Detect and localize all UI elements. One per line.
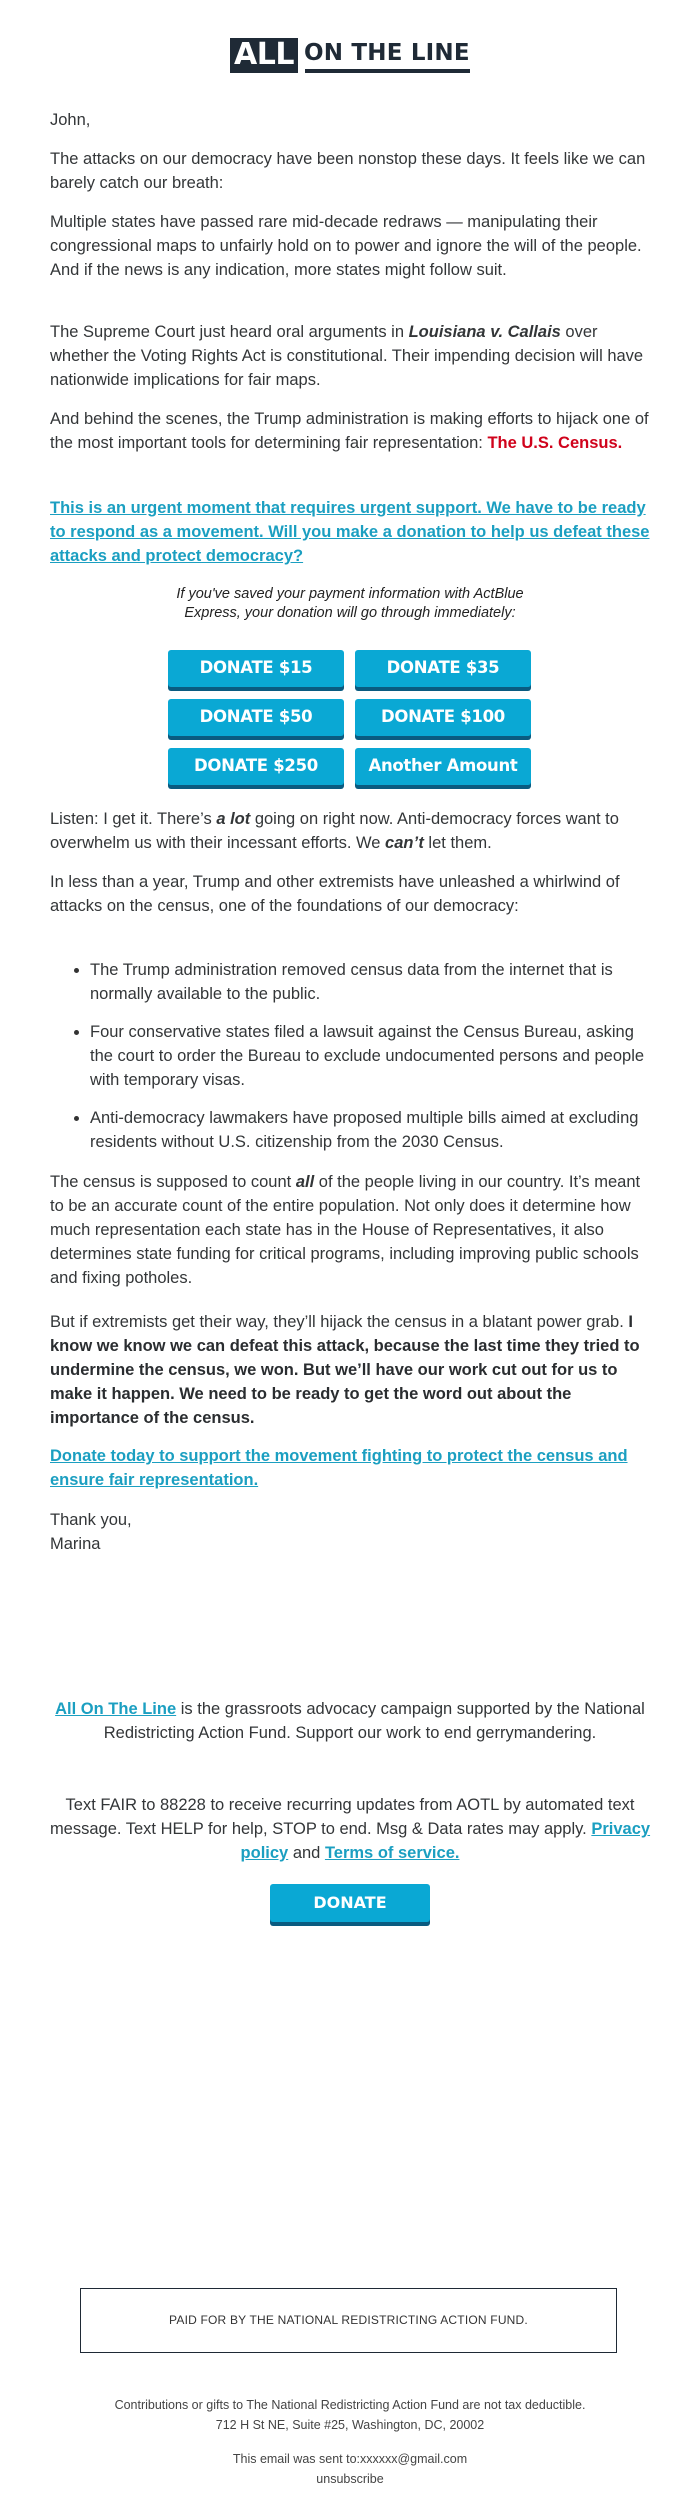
paragraph-attacks: The attacks on our democracy have been nonstop these days. It feels like we can barely catch our breath:	[50, 150, 646, 192]
privacy-policy-link[interactable]: Privacy policy	[240, 1820, 651, 1862]
donate-50-button[interactable]: DONATE $50	[168, 699, 344, 736]
bold-statement: I know we know we can defeat this attack, because the last time they tried to undermine the census, we won. But we’ll have our work cut out for us to make it happen. We need to be ready to get the word out about the importance of the census.	[50, 1313, 640, 1427]
donate-250-button[interactable]: DONATE $250	[168, 748, 344, 785]
signature: Marina	[50, 1535, 101, 1553]
paragraph-redraws: Multiple states have passed rare mid-decade redraws — manipulating their congressional maps to unfairly hold on to power and ignore the will of the people. And if the news is any indication, more states might follow suit.	[50, 213, 642, 279]
emphasis-cant: can’t	[385, 834, 424, 852]
text-segment: Text FAIR to 88228 to receive recurring updates from AOTL by automated text message. Text HELP for help, STOP to end. Msg & Data rates may apply.	[49, 1796, 635, 1838]
sent-to-notice: This email was sent to:xxxxxx@gmail.com	[232, 2452, 468, 2466]
text-segment: Listen: I get it. There’s	[50, 810, 217, 828]
list-item: Four conservative states filed a lawsuit against the Census Bureau, asking the court to order the Bureau to exclude undocumented persons and people with temporary visas.	[50, 1020, 660, 1092]
census-attacks-list	[50, 958, 660, 1168]
signoff: Thank you,	[50, 1511, 132, 1529]
org-description	[50, 1697, 650, 1745]
footer-donate-button[interactable]: DONATE	[270, 1884, 430, 1922]
all-on-the-line-link[interactable]: All On The Line	[55, 1700, 177, 1718]
donation-cta-link[interactable]: This is an urgent moment that requires urgent support. We have to be ready to respond as a movement. Will you make a donation to help us defeat these attacks and protect democracy?	[50, 499, 650, 565]
donate-100-button[interactable]: DONATE $100	[355, 699, 531, 736]
text-segment: The Supreme Court just heard oral arguments in	[50, 323, 409, 341]
mailing-address: 712 H St NE, Suite #25, Washington, DC, 20002	[215, 2418, 485, 2432]
all-on-the-line-logo[interactable]	[230, 38, 470, 76]
emphasis-a-lot: a lot	[216, 810, 251, 828]
text-segment: let them.	[423, 834, 492, 852]
terms-of-service-link[interactable]: Terms of service.	[324, 1844, 460, 1862]
unsubscribe-link[interactable]: unsubscribe	[316, 2472, 384, 2486]
tax-note: Contributions or gifts to The National Redistricting Action Fund are not tax deductible.	[114, 2398, 586, 2412]
paragraph-listen	[50, 807, 654, 855]
text-segment: The census is supposed to count	[50, 1173, 296, 1191]
donation-cta-paragraph	[50, 496, 654, 568]
donate-35-button[interactable]: DONATE $35	[355, 650, 531, 687]
paragraph-supreme-court	[50, 320, 654, 392]
text-segment: and	[288, 1844, 325, 1862]
actblue-express-note: If you've saved your payment information with ActBlue Express, your donation will go through immediately:	[176, 586, 524, 621]
text-segment: of the people living in our country. It’s meant to be an accurate count of the entire population. Not only does it determine how much representation each state has in the House of Representatives, it also determines state funding for critical programs, including improving public schools and fixing potholes.	[50, 1173, 641, 1287]
donate-today-paragraph	[50, 1444, 654, 1492]
paragraph-census-threat	[50, 407, 654, 455]
text-segment: is the grassroots advocacy campaign supported by the National Redistricting Action Fund. Support our work to end gerrymandering.	[103, 1700, 645, 1742]
text-segment: over whether the Voting Rights Act is constitutional. Their impending decision will have nationwide implications for fair maps.	[50, 323, 644, 389]
donate-today-link[interactable]: Donate today to support the movement fighting to protect the census and ensure fair representation.	[50, 1447, 628, 1489]
paid-for-disclaimer: PAID FOR BY THE NATIONAL REDISTRICTING ACTION FUND.	[80, 2288, 617, 2353]
greeting: John,	[50, 111, 91, 129]
text-segment: going on right now. Anti-democracy forces want to overwhelm us with their incessant efforts. We	[50, 810, 619, 852]
list-item: Anti-democracy lawmakers have proposed multiple bills aimed at excluding residents without U.S. citizenship from the 2030 Census.	[50, 1106, 660, 1154]
donate-15-button[interactable]: DONATE $15	[168, 650, 344, 687]
text-segment: But if extremists get their way, they’ll hijack the census in a blatant power grab.	[50, 1313, 629, 1331]
paragraph-census-purpose	[50, 1170, 654, 1290]
sms-disclaimer	[45, 1793, 655, 1865]
logo-all-block: ALL	[230, 38, 298, 73]
logo-wordmark	[304, 38, 470, 76]
paragraph-power-grab	[50, 1310, 654, 1430]
logo-on-the-line: ON THE LINE	[303, 40, 470, 66]
list-item: The Trump administration removed census data from the internet that is normally available to the public.	[50, 958, 660, 1006]
logo-underline	[305, 69, 470, 73]
another-amount-button[interactable]: Another Amount	[355, 748, 531, 785]
census-highlight: The U.S. Census.	[487, 434, 623, 452]
emphasis-all: all	[295, 1173, 315, 1191]
case-name: Louisiana v. Callais	[408, 323, 561, 341]
text-segment: And behind the scenes, the Trump administration is making efforts to hijack one of the most important tools for determining fair representation:	[50, 410, 649, 452]
paragraph-whirlwind: In less than a year, Trump and other extremists have unleashed a whirlwind of attacks on the census, one of the foundations of our democracy:	[50, 873, 620, 915]
